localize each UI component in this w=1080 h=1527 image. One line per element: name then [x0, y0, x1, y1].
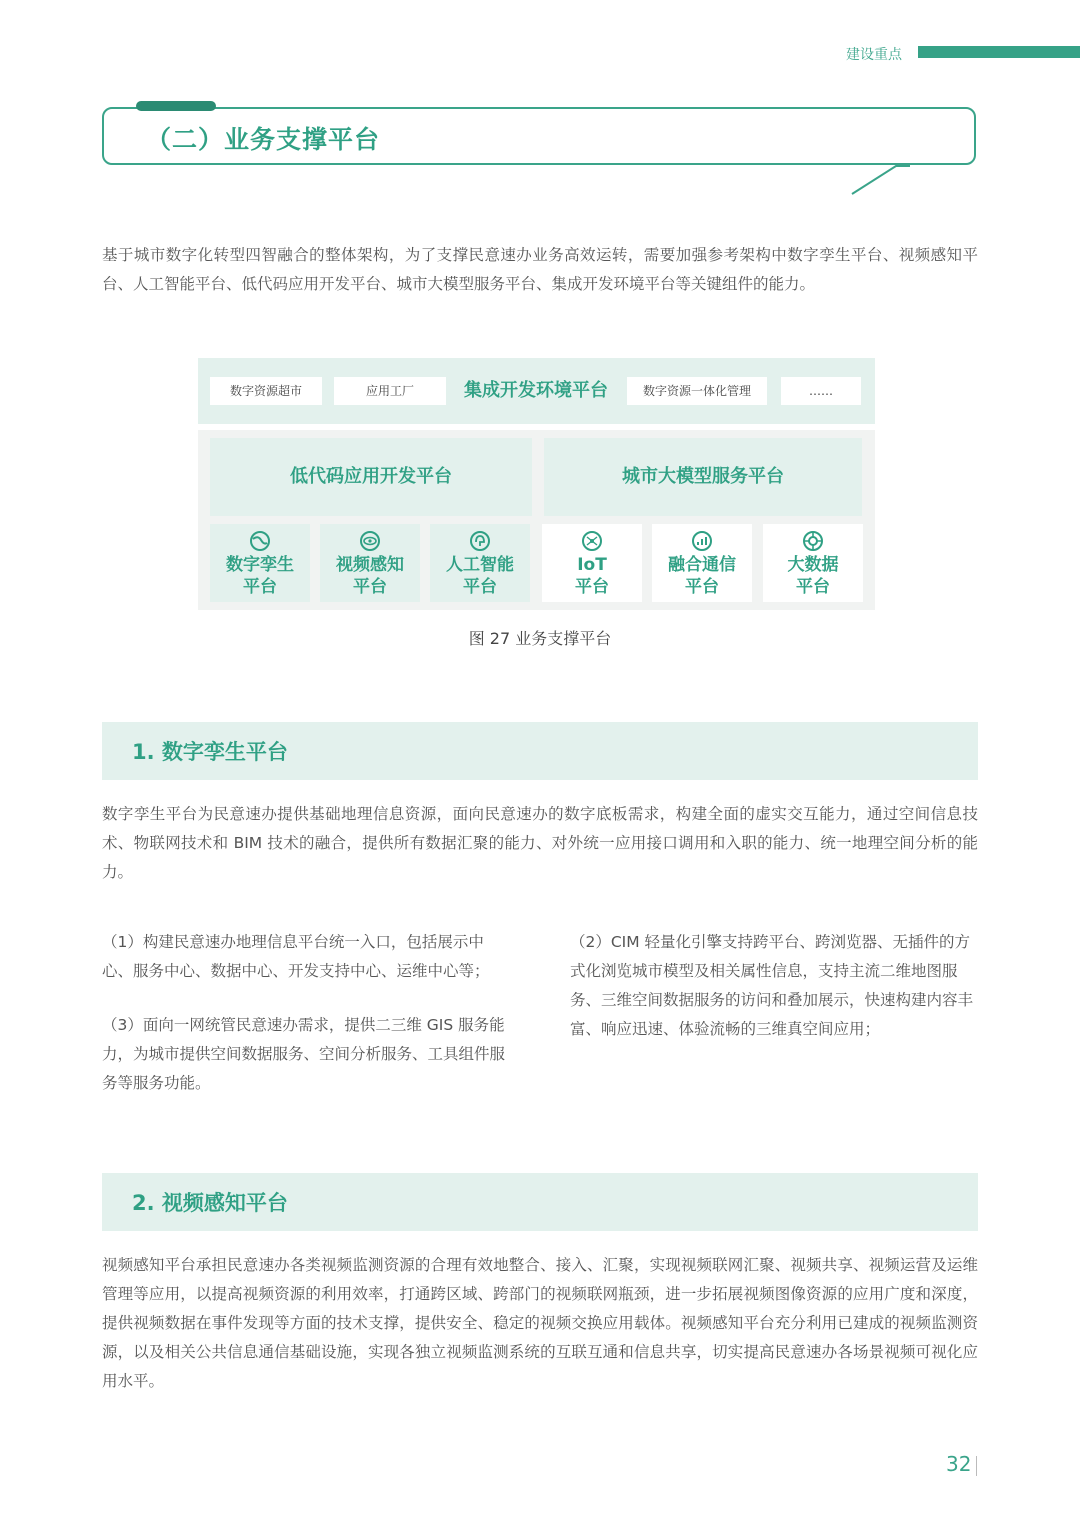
header-label: 建设重点: [846, 47, 902, 63]
card-ai: [430, 524, 530, 602]
card-line2: 平台: [243, 577, 277, 597]
card-line1: IoT: [577, 555, 607, 575]
speech-tail-icon: [850, 160, 910, 196]
item-1: （1）构建民意速办地理信息平台统一入口，包括展示中心、服务中心、数据中心、开发支持中心、运维中心等；: [102, 933, 490, 980]
chip-resource-market: 数字资源超市: [210, 377, 322, 405]
eye-icon: [359, 530, 381, 552]
subsection-title-1: 1. 数字孪生平台: [132, 740, 288, 764]
header-accent-bar: [918, 46, 1080, 58]
card-iot: [542, 524, 642, 602]
page-number: 32: [946, 1452, 972, 1476]
card-video-perception: [320, 524, 420, 602]
chip-resource-management: 数字资源一体化管理: [627, 377, 767, 405]
card-line2: 平台: [575, 577, 609, 597]
card-line2: 平台: [796, 577, 830, 597]
intro-paragraph: 基于城市数字化转型四智融合的整体架构，为了支撑民意速办业务高效运转，需要加强参考架构中数字孪生平台、视频感知平台、人工智能平台、低代码应用开发平台、城市大模型服务平台、集成开发环境平台等关键组件的能力。: [102, 246, 978, 293]
platform-diagram: [198, 358, 875, 610]
lowcode-platform-block: 低代码应用开发平台: [210, 438, 532, 516]
card-line1: 融合通信: [668, 555, 736, 575]
section-title: （二）业务支撑平台: [146, 125, 381, 154]
card-line1: 人工智能: [446, 555, 514, 575]
card-line2: 平台: [685, 577, 719, 597]
subsection-title-2: 2. 视频感知平台: [132, 1191, 288, 1215]
subsection-banner-1: [102, 722, 978, 780]
item-3: （3）面向一网统管民意速办需求，提供二三维 GIS 服务能力，为城市提供空间数据服务、空间分析服务、工具组件服务等服务功能。: [102, 1016, 506, 1092]
figure-caption: 图 27 业务支撑平台: [468, 629, 612, 648]
network-icon: [581, 530, 603, 552]
subsection-banner-2: [102, 1173, 978, 1231]
card-digital-twin: [210, 524, 310, 602]
card-line1: 数字孪生: [226, 555, 294, 575]
card-line2: 平台: [463, 577, 497, 597]
item-2: （2）CIM 轻量化引擎支持跨平台、跨浏览器、无插件的方式化浏览城市模型及相关属性信息，支持主流二维地图服务、三维空间数据服务的访问和叠加展示，快速构建内容丰富、响应迅速、体验流畅的三维真空间应用；: [570, 933, 974, 1038]
subsection-2-body: 视频感知平台承担民意速办各类视频监测资源的合理有效地整合、接入、汇聚，实现视频联网汇聚、视频共享、视频运营及运维管理等应用，以提高视频资源的利用效率，打通跨区域、跨部门的视频联网瓶颈，进一步拓展视频图像资源的应用广度和深度，提供视频数据在事件发现等方面的技术支撑，提供安全、稳定的视频交换应用载体。视频感知平台充分利用已建成的视频监测资源，以及相关公共信息通信基础设施，实现各独立视频监测系统的互联互通和信息共享，切实提高民意速办各场景视频可视化应用水平。: [102, 1256, 978, 1390]
subsection-1-body: 数字孪生平台为民意速办提供基础地理信息资源，面向民意速办的数字底板需求，构建全面的虚实交互能力，通过空间信息技术、物联网技术和 BIM 技术的融合，提供所有数据汇聚的能力、对外统一应用接口调用和入职的能力、统一地理空间分析的能力。: [102, 805, 978, 881]
brain-icon: [469, 530, 491, 552]
card-line2: 平台: [353, 577, 387, 597]
integration-platform-label: 集成开发环境平台: [464, 380, 608, 401]
card-big-data: [763, 524, 863, 602]
card-line1: 大数据: [787, 555, 839, 575]
page-number-rule: [976, 1456, 977, 1476]
signal-icon: [691, 530, 713, 552]
card-fusion-comm: [652, 524, 752, 602]
section-tab-accent: [136, 101, 216, 111]
gear-icon: [802, 530, 824, 552]
globe-icon: [249, 530, 271, 552]
chip-app-factory: 应用工厂: [334, 377, 446, 405]
llm-platform-block: 城市大模型服务平台: [544, 438, 862, 516]
card-line1: 视频感知: [336, 555, 404, 575]
chip-ellipsis: ……: [781, 377, 861, 405]
